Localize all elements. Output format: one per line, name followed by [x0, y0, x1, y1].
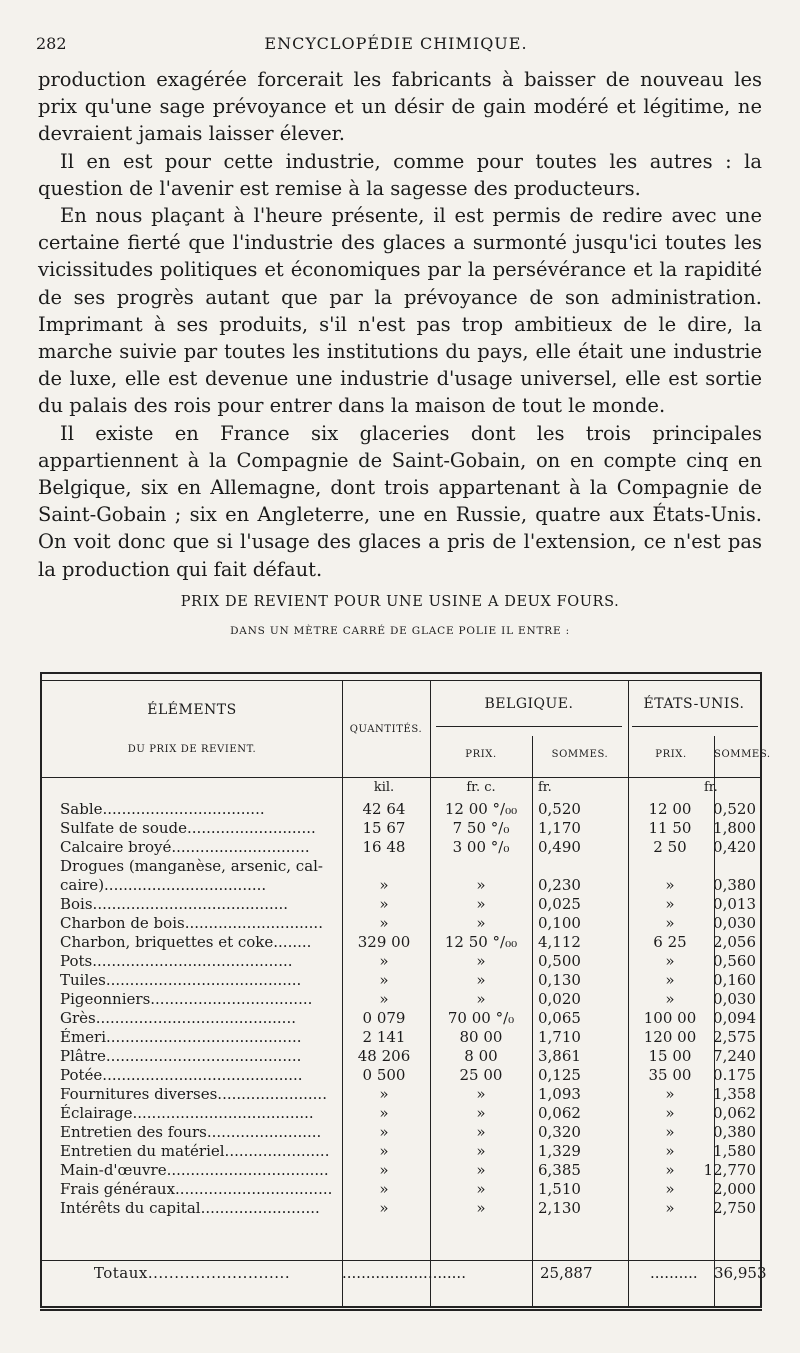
- row-us-sum: 7,240: [713, 1047, 756, 1065]
- row-be-price: 80 00: [459, 1028, 503, 1046]
- row-be-price: 12 00 °/₀₀: [444, 800, 518, 818]
- row-quantity: »: [379, 1199, 389, 1217]
- row-be-price: »: [476, 895, 486, 913]
- row-label: Grès..........................................: [60, 1009, 296, 1027]
- header-quantities: QUANTITÉS.: [349, 724, 423, 735]
- row-us-price: »: [665, 895, 675, 913]
- table-row: [42, 1180, 760, 1199]
- row-us-sum: 2,575: [713, 1028, 756, 1046]
- row-label: Plâtre.........................................: [60, 1047, 302, 1065]
- row-us-sum: 2,056: [713, 933, 756, 951]
- row-quantity: »: [379, 1104, 389, 1122]
- row-be-sum: 0,065: [538, 1009, 581, 1027]
- row-label: Drogues (manganèse, arsenic, cal-: [60, 857, 323, 875]
- row-quantity: »: [379, 876, 389, 894]
- row-be-price: 70 00 °/₀: [447, 1009, 515, 1027]
- row-be-price: »: [476, 952, 486, 970]
- row-be-price: »: [476, 1199, 486, 1217]
- row-us-price: »: [665, 1199, 675, 1217]
- header-belgium: BELGIQUE.: [484, 696, 574, 712]
- row-label: Charbon de bois.............................: [60, 914, 323, 932]
- row-label: Pigeonniers..................................: [60, 990, 313, 1008]
- table-row: [42, 1199, 760, 1218]
- row-us-price: 15 00: [648, 1047, 692, 1065]
- row-quantity: »: [379, 1123, 389, 1141]
- unit-us-sum: fr.: [704, 780, 718, 795]
- row-be-sum: 0,130: [538, 971, 581, 989]
- paragraph: Il existe en France six glaceries dont les trois principales appartiennent à la Compagnie de Saint-Gobain, on en compte cinq en Belgique, six en Allemagne, dont trois appartenant à la Compagnie de Saint-Gobain ; six en Angleterre, une en Russie, quatre aux États-Unis. On voit donc que si l'usage des glaces a pris de l'extension, ce n'est pas la production qui fait défaut.: [38, 421, 762, 581]
- row-us-sum: 0,030: [713, 990, 756, 1008]
- row-quantity: 16 48: [362, 838, 406, 856]
- row-container: [42, 800, 760, 1218]
- row-us-sum: 0,094: [713, 1009, 756, 1027]
- table-row: [42, 952, 760, 971]
- header-be-price: PRIX.: [465, 749, 497, 760]
- row-us-sum: 1,580: [713, 1142, 756, 1160]
- row-label: Émeri.........................................: [60, 1028, 302, 1046]
- row-label: Entretien du matériel......................: [60, 1142, 330, 1160]
- row-quantity: »: [379, 914, 389, 932]
- row-label: Pots..........................................: [60, 952, 293, 970]
- running-title: ENCYCLOPÉDIE CHIMIQUE.: [264, 34, 528, 53]
- row-be-sum: 0,490: [538, 838, 581, 856]
- belgium-brace: [436, 726, 622, 727]
- row-quantity: 48 206: [357, 1047, 411, 1065]
- table-top-rule: [42, 680, 760, 681]
- table-row: [42, 1161, 760, 1180]
- row-quantity: »: [379, 1161, 389, 1179]
- row-be-price: »: [476, 1180, 486, 1198]
- row-us-price: 120 00: [643, 1028, 697, 1046]
- row-us-sum: 2,000: [713, 1180, 756, 1198]
- row-us-price: 12 00: [648, 800, 692, 818]
- row-quantity: »: [379, 1142, 389, 1160]
- row-label: Calcaire broyé.............................: [60, 838, 310, 856]
- row-label: Potée..........................................: [60, 1066, 303, 1084]
- paragraph: Il en est pour cette industrie, comme pour toutes les autres : la question de l'avenir est remise à la sagesse des producteurs.: [38, 149, 762, 200]
- row-be-price: »: [476, 990, 486, 1008]
- row-be-sum: 0,125: [538, 1066, 581, 1084]
- row-be-sum: 1,093: [538, 1085, 581, 1103]
- row-be-price: »: [476, 1161, 486, 1179]
- row-us-sum: 0,520: [713, 800, 756, 818]
- row-quantity: 0 500: [362, 1066, 406, 1084]
- row-us-price: »: [665, 1161, 675, 1179]
- unit-quantity: kil.: [373, 780, 395, 795]
- row-us-sum: 0,380: [713, 876, 756, 894]
- row-label: Charbon, briquettes et coke........: [60, 933, 312, 951]
- row-label: Frais généraux.................................: [60, 1180, 332, 1198]
- row-us-price: »: [665, 952, 675, 970]
- row-label: Sulfate de soude...........................: [60, 819, 316, 837]
- row-be-sum: 3,861: [538, 1047, 581, 1065]
- row-us-price: »: [665, 1180, 675, 1198]
- row-be-sum: 0,230: [538, 876, 581, 894]
- row-be-sum: 1,510: [538, 1180, 581, 1198]
- row-be-sum: 6,385: [538, 1161, 581, 1179]
- row-quantity: »: [379, 895, 389, 913]
- row-quantity: »: [379, 1085, 389, 1103]
- paragraph: production exagérée forcerait les fabricants à baisser de nouveau les prix qu'une sage prévoyance et un désir de gain modéré et légitime, ne devraient jamais laisser élever.: [38, 68, 762, 146]
- total-us-sum: 36,953: [714, 1264, 767, 1282]
- row-us-price: 11 50: [648, 819, 692, 837]
- row-be-price: »: [476, 914, 486, 932]
- row-us-sum: 1,358: [713, 1085, 756, 1103]
- table-row: [42, 876, 760, 895]
- table-row: [42, 971, 760, 990]
- row-us-sum: 0,160: [713, 971, 756, 989]
- row-be-sum: 1,329: [538, 1142, 581, 1160]
- row-us-sum: 0,013: [713, 895, 756, 913]
- table-title: PRIX DE REVIENT POUR UNE USINE A DEUX FOURS.: [180, 594, 620, 610]
- row-be-price: »: [476, 876, 486, 894]
- table-row: [42, 857, 760, 876]
- row-be-sum: 4,112: [538, 933, 581, 951]
- row-be-price: »: [476, 1142, 486, 1160]
- total-dots: ..........................: [342, 1264, 466, 1282]
- row-us-price: »: [665, 876, 675, 894]
- row-quantity: 0 079: [362, 1009, 406, 1027]
- row-label: Intérêts du capital.........................: [60, 1199, 320, 1217]
- total-be-sum: 25,887: [540, 1264, 593, 1282]
- row-be-price: 12 50 °/₀₀: [444, 933, 518, 951]
- row-quantity: 2 141: [362, 1028, 406, 1046]
- row-quantity: 15 67: [362, 819, 406, 837]
- row-label: Sable..................................: [60, 800, 265, 818]
- table-row: [42, 1066, 760, 1085]
- row-us-sum: 0.175: [713, 1066, 756, 1084]
- table-row: [42, 1142, 760, 1161]
- row-quantity: »: [379, 1180, 389, 1198]
- row-quantity: »: [379, 952, 389, 970]
- table-subtitle: DANS UN MÈTRE CARRÉ DE GLACE POLIE IL ENTRE :: [230, 625, 570, 637]
- row-label: Éclairage......................................: [60, 1104, 314, 1122]
- table-row: [42, 1009, 760, 1028]
- row-be-sum: 0,100: [538, 914, 581, 932]
- unit-be-price: fr. c.: [466, 780, 496, 795]
- header-usa: ÉTATS-UNIS.: [643, 696, 745, 712]
- row-be-price: 7 50 °/₀: [452, 819, 510, 837]
- row-us-price: 100 00: [643, 1009, 697, 1027]
- row-be-sum: 0,062: [538, 1104, 581, 1122]
- row-us-sum: 2,750: [713, 1199, 756, 1217]
- table-row: [42, 933, 760, 952]
- row-be-price: »: [476, 971, 486, 989]
- row-us-price: 2 50: [653, 838, 687, 856]
- row-be-price: »: [476, 1104, 486, 1122]
- row-be-sum: 2,130: [538, 1199, 581, 1217]
- paragraph: En nous plaçant à l'heure présente, il est permis de redire avec une certaine fierté que l'industrie des glaces a surmonté jusqu'ici toutes les vicissitudes politiques et économiques par la persévérance et la rapidité de ses progrès autant que par la prévoyance de son administration. Imprimant à ses produits, s'il n'est pas trop ambitieux de le dire, la marche suivie par toutes les institutions du pays, elle était une industrie de luxe, elle est devenue une industrie d'usage universel, elle est sortie du palais des rois pour entrer dans la maison de tout le monde.: [38, 204, 762, 418]
- row-us-price: »: [665, 1123, 675, 1141]
- row-be-price: 3 00 °/₀: [452, 838, 510, 856]
- table-row: [42, 838, 760, 857]
- row-quantity: »: [379, 971, 389, 989]
- row-us-sum: 0,380: [713, 1123, 756, 1141]
- row-us-price: »: [665, 971, 675, 989]
- row-be-price: »: [476, 1123, 486, 1141]
- total-us-dots: ..........: [650, 1264, 698, 1282]
- units-row: [42, 778, 760, 800]
- row-quantity: 42 64: [362, 800, 406, 818]
- row-be-price: 8 00: [464, 1047, 498, 1065]
- row-be-price: »: [476, 1085, 486, 1103]
- table-row: [42, 1028, 760, 1047]
- row-us-price: »: [665, 990, 675, 1008]
- table-row: [42, 1085, 760, 1104]
- total-row: [42, 1260, 767, 1286]
- table-row: [42, 819, 760, 838]
- row-us-sum: 0,030: [713, 914, 756, 932]
- row-label: Tuiles.........................................: [60, 971, 302, 989]
- row-be-sum: 0,500: [538, 952, 581, 970]
- row-be-sum: 1,170: [538, 819, 581, 837]
- row-us-sum: 0,420: [713, 838, 756, 856]
- header-us-price: PRIX.: [655, 749, 687, 760]
- table-row: [42, 1047, 760, 1066]
- row-us-price: 35 00: [648, 1066, 692, 1084]
- usa-brace: [632, 726, 758, 727]
- row-be-sum: 0,020: [538, 990, 581, 1008]
- row-us-price: »: [665, 1104, 675, 1122]
- header-be-sums: SOMMES.: [551, 749, 609, 760]
- body-text: [38, 66, 762, 583]
- row-be-sum: 1,710: [538, 1028, 581, 1046]
- row-us-price: »: [665, 914, 675, 932]
- row-label: Fournitures diverses.......................: [60, 1085, 327, 1103]
- row-us-sum: 1,800: [713, 819, 756, 837]
- row-us-price: »: [665, 1142, 675, 1160]
- row-us-sum: 12,770: [703, 1161, 756, 1179]
- header-elements: ÉLÉMENTS: [147, 702, 237, 718]
- row-label: caire)..................................: [60, 876, 267, 894]
- table-row: [42, 1104, 760, 1123]
- row-us-sum: 0,560: [713, 952, 756, 970]
- table-row: [42, 800, 760, 819]
- page-header: [36, 34, 756, 58]
- row-label: Entretien des fours........................: [60, 1123, 322, 1141]
- row-be-price: 25 00: [459, 1066, 503, 1084]
- total-label: Totaux...........................: [93, 1264, 291, 1282]
- page-number: 282: [36, 34, 67, 53]
- unit-be-sum: fr.: [538, 780, 552, 795]
- cost-table: [40, 672, 771, 1308]
- row-quantity: 329 00: [357, 933, 411, 951]
- table-body: [42, 780, 760, 1218]
- table-row: [42, 1123, 760, 1142]
- table-row: [42, 895, 760, 914]
- row-label: Bois.........................................: [60, 895, 289, 913]
- row-be-sum: 0,320: [538, 1123, 581, 1141]
- row-be-sum: 0,025: [538, 895, 581, 913]
- row-quantity: »: [379, 990, 389, 1008]
- row-us-price: 6 25: [653, 933, 687, 951]
- row-label: Main-d'œuvre..................................: [60, 1161, 329, 1179]
- table-row: [42, 990, 760, 1009]
- table-row: [42, 914, 760, 933]
- header-us-sums: SOMMES.: [714, 749, 771, 760]
- header-elements-sub: DU PRIX DE REVIENT.: [127, 744, 257, 755]
- row-us-price: »: [665, 1085, 675, 1103]
- row-us-sum: 0,062: [713, 1104, 756, 1122]
- row-be-sum: 0,520: [538, 800, 581, 818]
